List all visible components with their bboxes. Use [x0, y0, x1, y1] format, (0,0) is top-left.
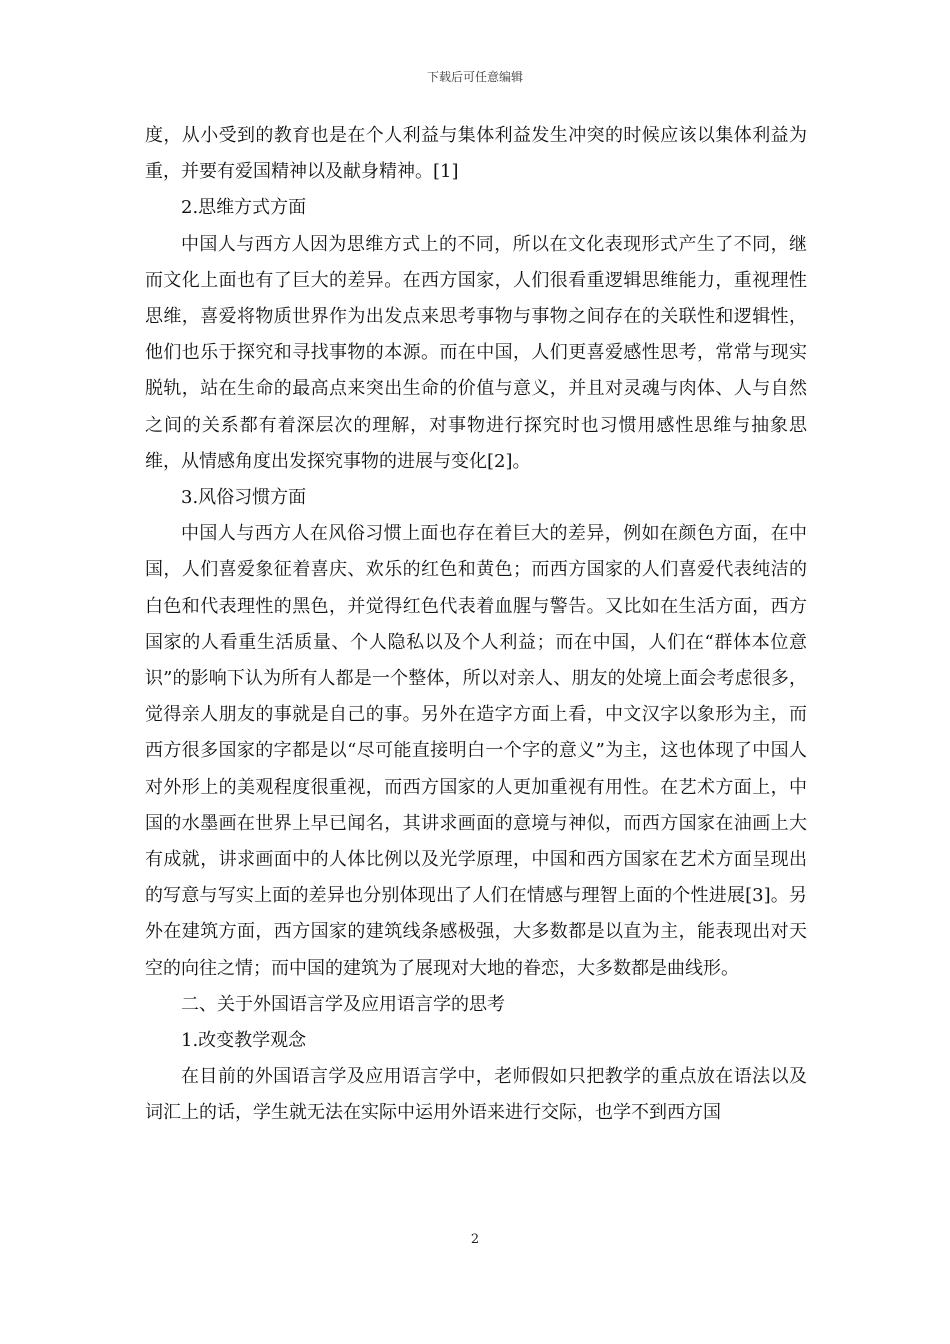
- section-heading-customs: 3.风俗习惯方面: [181, 487, 307, 509]
- paragraph-thinking-style: 中国人与西方人因为思维方式上的不同，所以在文化表现形式产生了不同，继而文化上面也有了巨大的差异。在西方国家，人们很看重逻辑思维能力，重视理性思维，喜爱将物质世界作为出发点来思考事物与事物之间存在的关联性和逻辑性，他们也乐于探究和寻找事物的本源。而在中国，人们更喜爱感性思考，常常与现实脱轨，站在生命的最高点来突出生命的价值与意义，并且对灵魂与肉体、人与自然之间的关系都有着深层次的理解，对事物进行探究时也习惯用感性思维与抽象思维，从情感角度出发探究事物的进展与变化[2]。: [145, 233, 807, 472]
- paragraph-customs: 中国人与西方人在风俗习惯上面也存在着巨大的差异，例如在颜色方面，在中国，人们喜爱象征着喜庆、欢乐的红色和黄色；而西方国家的人们喜爱代表纯洁的白色和代表理性的黑色，并觉得红色代表着血腥与警告。又比如在生活方面，西方国家的人看重生活质量、个人隐私以及个人利益；而在中国，人们在“群体本位意识”的影响下认为所有人都是一个整体，所以对亲人、朋友的处境上面会考虑很多，觉得亲人朋友的事就是自己的事。另外在造字方面上看，中文汉字以象形为主，而西方很多国家的字都是以“尽可能直接明白一个字的意义”为主，这也体现了中国人对外形上的美观程度很重视，而西方国家的人更加重视有用性。在艺术方面上，中国的水墨画在世界上早已闻名，其讲求画面的意境与神似，而西方国家在油画上大有成就，讲求画面中的人体比例以及光学原理，中国和西方国家在艺术方面呈现出的写意与写实上面的差异也分别体现出了人们在情感与理智上面的个性进展[3]。另外在建筑方面，西方国家的建筑线条感极强，大多数都是以直为主，能表现出对天空的向往之情；而中国的建筑为了展现对大地的眷恋，大多数都是曲线形。: [145, 523, 807, 979]
- paragraph-continued: 度，从小受到的教育也是在个人利益与集体利益发生冲突的时候应该以集体利益为重，并要有爱国精神以及献身精神。[1]: [145, 125, 807, 183]
- page-header: 下载后可任意编辑: [426, 70, 523, 84]
- page-number: 2: [470, 1232, 480, 1247]
- section-heading-reflection: 二、关于外国语言学及应用语言学的思考: [181, 993, 505, 1015]
- section-heading-thinking-style: 2.思维方式方面: [181, 197, 307, 219]
- document-body: [145, 118, 807, 1132]
- section-heading-teaching-concept: 1.改变教学观念: [181, 1030, 307, 1052]
- paragraph-teaching-concept: 在目前的外国语言学及应用语言学中，老师假如只把教学的重点放在语法以及词汇上的话，学生就无法在实际中运用外语来进行交际，也学不到西方国: [145, 1066, 807, 1124]
